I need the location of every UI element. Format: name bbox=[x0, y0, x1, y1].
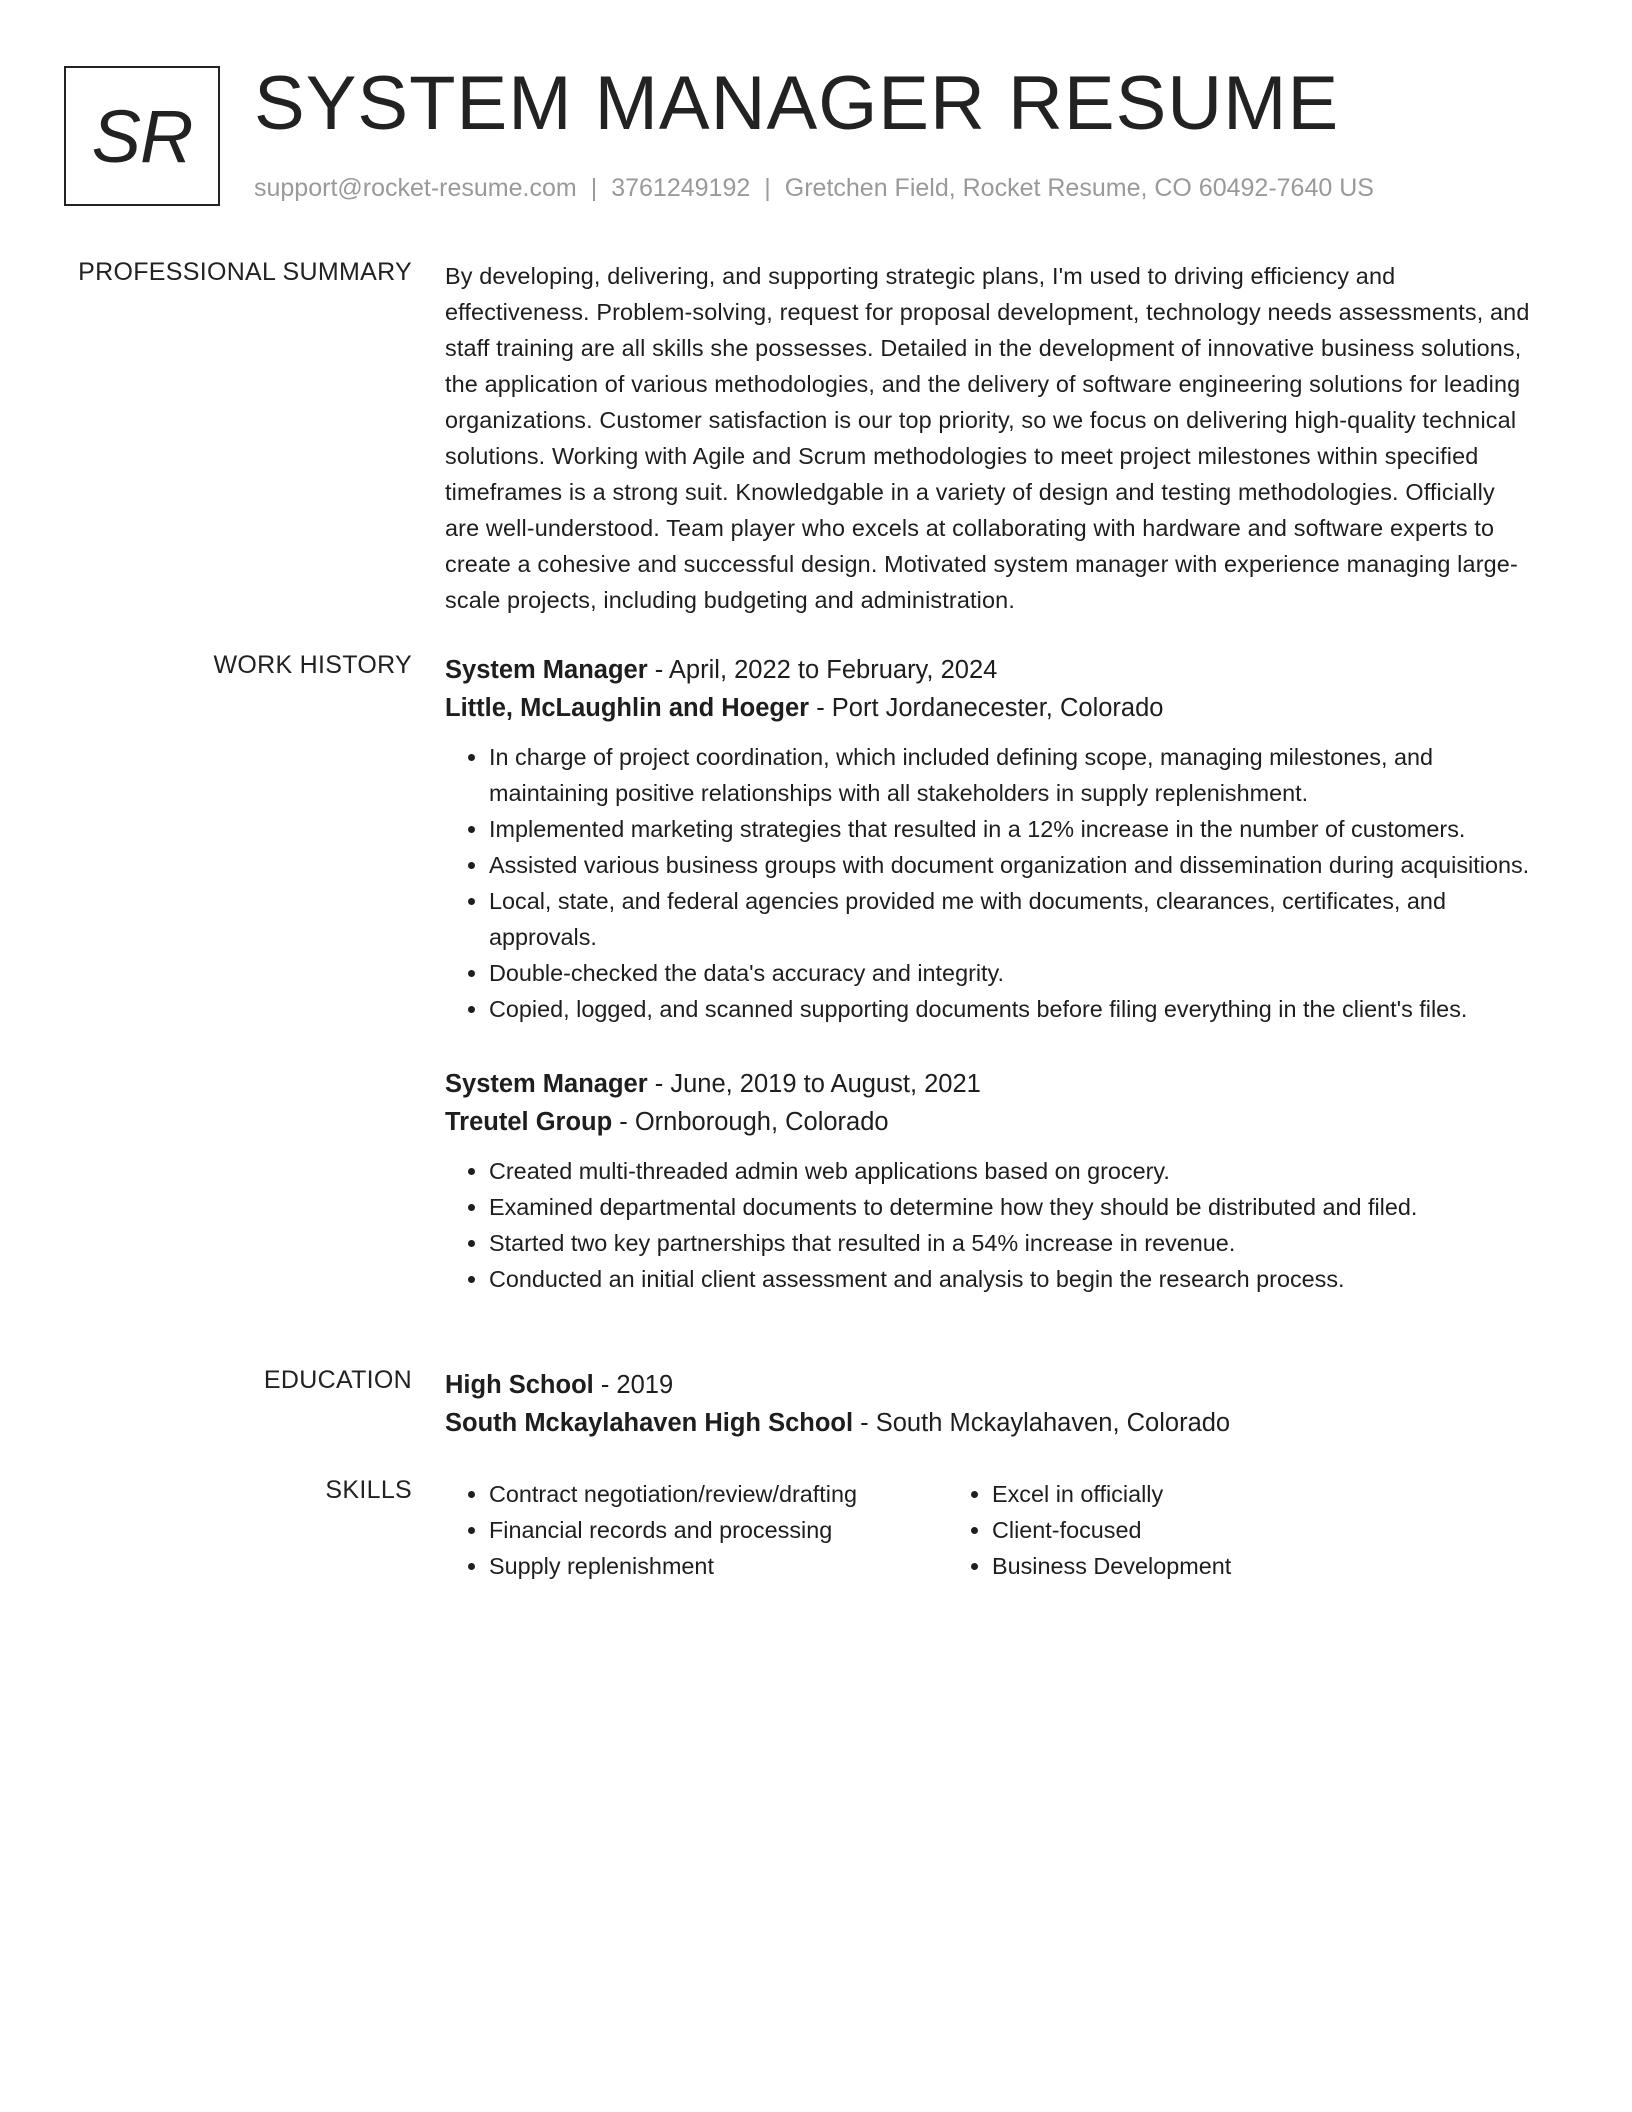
skill-item: • Supply replenishment bbox=[489, 1548, 948, 1584]
job-title: System Manager bbox=[445, 656, 648, 684]
education-body bbox=[445, 1366, 1530, 1442]
job-entry bbox=[445, 651, 1530, 1027]
job-bullet: • Examined departmental documents to determine how they should be distributed and filed. bbox=[489, 1189, 1530, 1225]
skills-column-right bbox=[948, 1476, 1451, 1584]
job-title-line bbox=[445, 1065, 1530, 1103]
monogram-box: SR bbox=[64, 66, 220, 206]
job-bullet: • Conducted an initial client assessment and analysis to begin the research process. bbox=[489, 1261, 1530, 1297]
education-label: EDUCATION bbox=[263, 1366, 412, 1394]
education-school-line bbox=[445, 1404, 1530, 1442]
contact-line bbox=[254, 174, 1374, 203]
skill-item: • Business Development bbox=[992, 1548, 1451, 1584]
job-company: Treutel Group bbox=[445, 1108, 613, 1136]
education-degree: High School bbox=[445, 1371, 594, 1399]
education-school: South Mckaylahaven High School bbox=[445, 1409, 854, 1437]
contact-email: support@rocket-resume.com bbox=[254, 174, 577, 202]
summary-label: PROFESSIONAL SUMMARY bbox=[78, 258, 412, 286]
skill-item: • Excel in officially bbox=[992, 1476, 1451, 1512]
job-bullet: • Double-checked the data's accuracy and integrity. bbox=[489, 955, 1530, 991]
job-company-line bbox=[445, 1103, 1530, 1141]
job-entry bbox=[445, 1065, 1530, 1297]
job-bullets bbox=[445, 739, 1530, 1027]
contact-separator: | bbox=[590, 174, 598, 202]
job-bullet: • Started two key partnerships that resulted in a 54% increase in revenue. bbox=[489, 1225, 1530, 1261]
skills-label: SKILLS bbox=[325, 1476, 412, 1504]
skills-body bbox=[445, 1476, 1530, 1584]
job-company-line bbox=[445, 689, 1530, 727]
job-bullets bbox=[445, 1153, 1530, 1297]
job-bullet: • Assisted various business groups with document organization and dissemination during acquisitions. bbox=[489, 847, 1530, 883]
job-bullet: • Implemented marketing strategies that resulted in a 12% increase in the number of customers. bbox=[489, 811, 1530, 847]
job-company: Little, McLaughlin and Hoeger bbox=[445, 694, 810, 722]
resume-header bbox=[64, 61, 1564, 211]
contact-address: Gretchen Field, Rocket Resume, CO 60492-7640 US bbox=[784, 174, 1374, 202]
work-history-body bbox=[445, 651, 1530, 1297]
job-bullet: • Created multi-threaded admin web applications based on grocery. bbox=[489, 1153, 1530, 1189]
work-history-label: WORK HISTORY bbox=[213, 651, 412, 679]
skills-columns bbox=[445, 1476, 1530, 1584]
contact-phone: 3761249192 bbox=[611, 174, 751, 202]
job-bullet: • In charge of project coordination, which included defining scope, managing milestones, and maintaining positive relationships with all stakeholders in supply replenishment. bbox=[489, 739, 1530, 811]
education-degree-line bbox=[445, 1366, 1530, 1404]
skill-item: • Financial records and processing bbox=[489, 1512, 948, 1548]
education-year: - 2019 bbox=[593, 1371, 674, 1399]
job-bullet: • Copied, logged, and scanned supporting documents before filing everything in the client's files. bbox=[489, 991, 1530, 1027]
job-bullet: • Local, state, and federal agencies provided me with documents, clearances, certificates, and approvals. bbox=[489, 883, 1530, 955]
job-location: - Port Jordanecester, Colorado bbox=[809, 694, 1164, 722]
skills-column-left bbox=[445, 1476, 948, 1584]
skill-item: • Contract negotiation/review/drafting bbox=[489, 1476, 948, 1512]
summary-text: By developing, delivering, and supporting strategic plans, I'm used to driving efficiency and effectiveness. Problem-solving, request for proposal development, technology needs assessments, and staff training are all skills she possesses. Detailed in the development of innovative business solutions, the application of various methodologies, and the delivery of software engineering solutions for leading organizations. Customer satisfaction is our top priority, so we focus on delivering high-quality technical solutions. Working with Agile and Scrum methodologies to meet project milestones within specified timeframes is a strong suit. Knowledgable in a variety of design and testing methodologies. Officially are well-understood. Team player who excels at collaborating with hardware and software experts to create a cohesive and successful design. Motivated system manager with experience managing large-scale projects, including budgeting and administration. bbox=[445, 263, 1530, 613]
job-title: System Manager bbox=[445, 1070, 648, 1098]
job-dates: - June, 2019 to August, 2021 bbox=[647, 1070, 981, 1098]
page-title: SYSTEM MANAGER RESUME bbox=[254, 61, 1340, 146]
skill-item: • Client-focused bbox=[992, 1512, 1451, 1548]
summary-body bbox=[445, 258, 1530, 618]
job-title-line bbox=[445, 651, 1530, 689]
education-location: - South Mckaylahaven, Colorado bbox=[853, 1409, 1231, 1437]
job-location: - Ornborough, Colorado bbox=[612, 1108, 889, 1136]
contact-separator: | bbox=[764, 174, 771, 202]
job-dates: - April, 2022 to February, 2024 bbox=[647, 656, 998, 684]
